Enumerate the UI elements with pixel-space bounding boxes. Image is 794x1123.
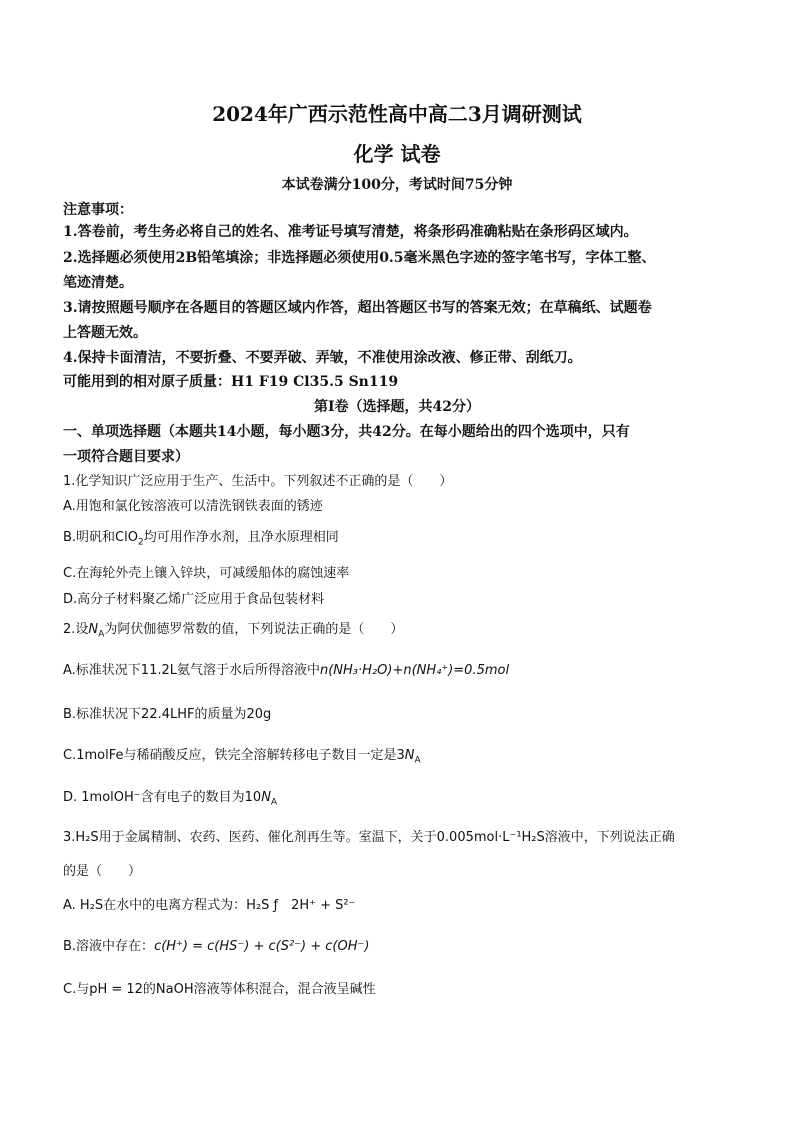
q1-option-a: A.用饱和氯化铵溶液可以清洗钢铁表面的锈迹 [63,499,323,514]
note-3a: 3.请按照题号顺序在各题目的答题区域内作答，超出答题区书写的答案无效；在草稿纸、试题卷 [63,300,652,316]
note-2a: 2.选择题必须使用2B铅笔填涂；非选择题必须使用0.5毫米黑色字迹的签字笔书写，字体工整、 [63,250,656,266]
part1-instructions-a: 一、单项选择题（本题共14小题，每小题3分，共42分。在每小题给出的四个选项中，只有 [63,424,630,440]
exam-info: 本试卷满分100分，考试时间75分钟 [281,177,513,193]
note-4: 4.保持卡面清洁，不要折叠、不要弄破、弄皱，不准使用涂改液、修正带、刮纸刀。 [63,350,582,366]
q3-option-b: B.溶液中存在：c(H⁺) = c(HS⁻) + c(S²⁻) + c(OH⁻) [63,939,370,954]
q3-stem-b: 的是（ ） [63,864,142,879]
part1-instructions-b: 一项符合题目要求） [63,449,189,465]
note-1: 1.答卷前，考生务必将自己的姓名、准考证号填写清楚，将条形码准确粘贴在条形码区域内。 [63,224,638,240]
q2-option-a: A.标准状况下11.2L氨气溶于水后所得溶液中n(NH₃·H₂O)+n(NH₄⁺)=0.5mol [63,663,510,678]
q1-option-b: B.明矾和ClO$_2$均可用作净水剂，且净水原理相同 [63,530,339,548]
exam-title: 2024年广西示范性高中高二3月调研测试 [212,102,582,126]
q2-stem: 2.设$N_A$为阿伏伽德罗常数的值，下列说法正确的是（ ） [63,622,404,640]
q2-option-c: C.1molFe与稀硝酸反应，铁完全溶解转移电子数目一定是$3N_A$ [63,748,421,766]
q3-option-a: A. H₂S在水中的电离方程式为：H₂S ƒ 2H⁺ + S²⁻ [63,898,356,913]
note-2b: 笔迹清楚。 [63,275,133,291]
notes-heading: 注意事项： [63,202,133,218]
note-3b: 上答题无效。 [63,325,147,341]
q1-option-d: D.高分子材料聚乙烯广泛应用于食品包装材料 [63,592,325,607]
q1-stem: 1.化学知识广泛应用于生产、生活中。下列叙述不正确的是（ ） [63,474,453,489]
q3-stem-a: 3.H₂S用于金属精制、农药、医药、催化剂再生等。室温下，关于0.005mol·L⁻¹H₂S溶液中，下列说法正确 [63,830,675,845]
exam-subtitle: 化学 试卷 [353,142,441,166]
q1-option-c: C.在海轮外壳上镶入锌块，可减缓船体的腐蚀速率 [63,566,350,581]
atomic-masses: 可能用到的相对原子质量：H1 F19 Cl35.5 Sn119 [63,374,399,390]
section-title: 第Ⅰ卷（选择题，共42分） [313,399,481,415]
q2-option-d: D. 1molOH⁻含有电子的数目为$10N_A$ [63,790,278,808]
q2-option-b: B.标准状况下22.4LHF的质量为20g [63,707,272,722]
q3-option-c: C.与pH = 12的NaOH溶液等体积混合，混合液呈碱性 [63,982,376,997]
